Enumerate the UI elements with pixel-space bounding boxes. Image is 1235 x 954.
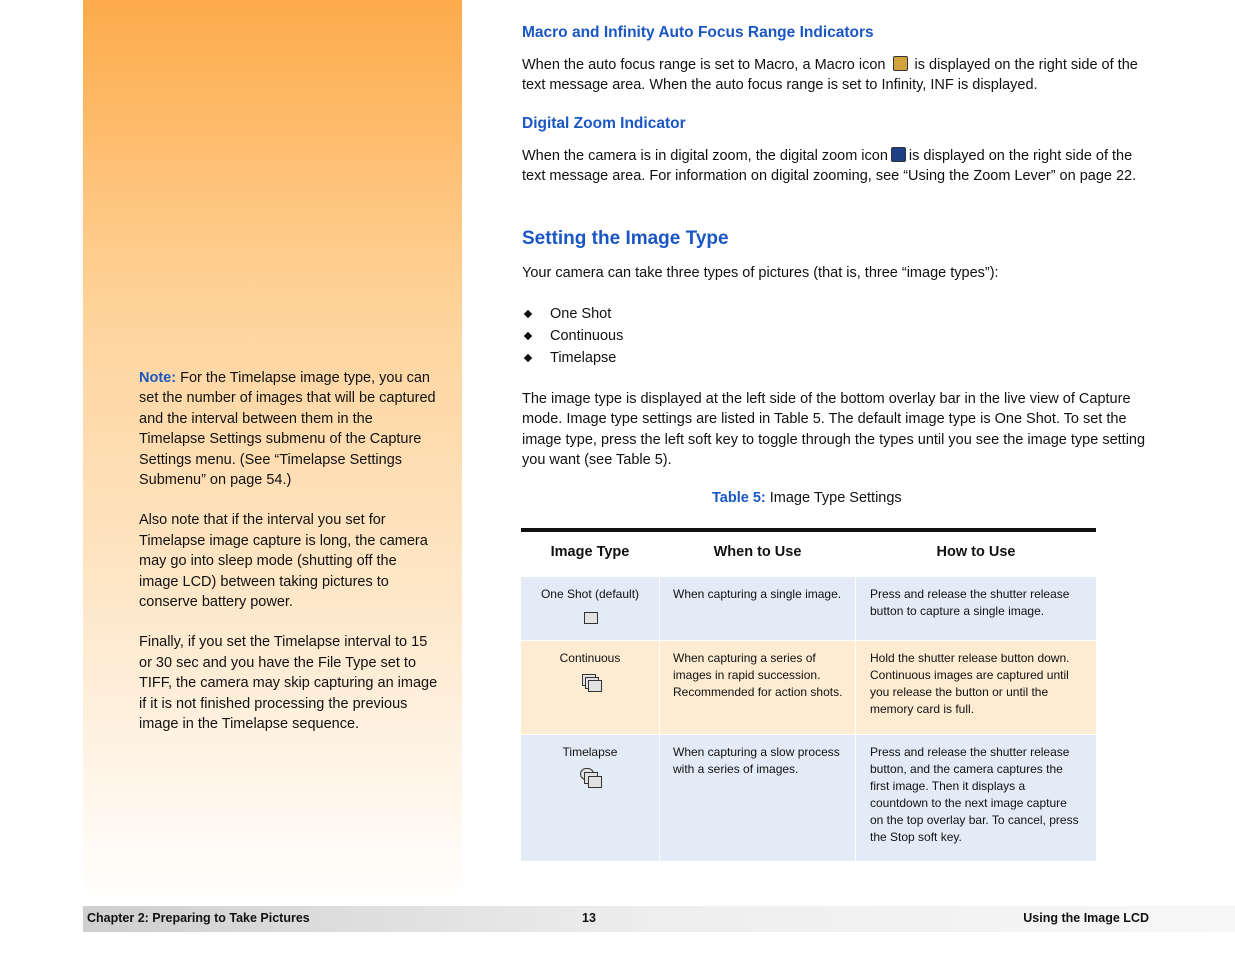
digital-zoom-icon <box>891 147 906 162</box>
bullet-diamond-icon <box>524 354 532 362</box>
header-when-to-use: When to Use <box>713 544 802 560</box>
timelapse-icon <box>579 767 601 787</box>
sidebar-note <box>139 368 439 755</box>
cell-when: When capturing a series of images in rapid succession. Recommended for action shots. <box>660 641 855 734</box>
one-shot-icon <box>581 609 599 625</box>
list-item-label: Timelapse <box>550 350 617 366</box>
cell-when: When capturing a slow process with a series of images. <box>660 735 855 861</box>
note-paragraph-1 <box>139 368 439 490</box>
macro-heading: Macro and Infinity Auto Focus Range Indicators <box>522 24 874 41</box>
cell-image-type-label: Timelapse <box>562 745 618 759</box>
note-paragraph-2: Also note that if the interval you set for Timelapse image capture is long, the camera may go into sleep mode (shutting off the image LCD) between taking pictures to conserve battery power. <box>139 512 428 611</box>
cell-image-type <box>521 641 659 734</box>
table-caption-label: Table 5: <box>712 490 766 506</box>
note-paragraph-3: Finally, if you set the Timelapse interval to 15 or 30 sec and you have the File Type set to TIFF, the camera may skip capturing an image if it is not finished processing the previous image in the Timelapse sequence. <box>139 634 438 733</box>
bullet-diamond-icon <box>524 332 532 340</box>
cell-how: Press and release the shutter release button, and the camera captures the first image. Then it displays a countdown to the next image capture on the top overlay bar. To cancel, press the Stop soft key. <box>856 735 1096 861</box>
footer-page-number: 13 <box>582 911 596 925</box>
zoom-heading: Digital Zoom Indicator <box>522 115 686 132</box>
cell-image-type <box>521 577 659 640</box>
table-row <box>521 640 1096 734</box>
list-item <box>522 303 623 325</box>
cell-image-type <box>521 735 659 861</box>
note-label: Note: <box>139 370 177 386</box>
header-image-type: Image Type <box>550 544 630 560</box>
cell-how: Press and release the shutter release button to capture a single image. <box>856 577 1096 640</box>
footer-chapter: Chapter 2: Preparing to Take Pictures <box>87 911 310 925</box>
footer-section: Using the Image LCD <box>1023 911 1149 925</box>
cell-when: When capturing a single image. <box>660 577 855 640</box>
bullet-diamond-icon <box>524 310 532 318</box>
zoom-text-before: When the camera is in digital zoom, the digital zoom icon <box>522 148 888 164</box>
zoom-text-after: is displayed on the right side of the text message area. For information on digital zooming, see “Using the Zoom Lever” on page 22. <box>522 148 1137 185</box>
cell-how: Hold the shutter release button down. Continuous images are captured until you release the button or until the memory card is full. <box>856 641 1096 734</box>
image-type-table <box>521 528 1096 861</box>
cell-image-type-label: Continuous <box>559 651 621 665</box>
zoom-paragraph <box>522 146 1150 187</box>
table-caption <box>712 490 902 506</box>
table-row <box>521 576 1096 640</box>
continuous-icon <box>581 673 599 689</box>
table-caption-text: Image Type Settings <box>769 490 902 506</box>
note-text-1: For the Timelapse image type, you can set the number of images that will be captured and the interval between them in the Timelapse Settings submenu of the Capture Settings menu. (See “Timelapse Settings Submenu” on page 54.) <box>139 370 436 489</box>
image-type-list <box>522 303 623 369</box>
macro-text-before: When the auto focus range is set to Macro, a Macro icon <box>522 57 886 73</box>
list-item-label: Continuous <box>550 328 624 344</box>
list-item-label: One Shot <box>550 306 612 322</box>
table-header-row <box>521 532 1096 576</box>
cell-image-type-label: One Shot (default) <box>540 587 640 601</box>
body-paragraph: The image type is displayed at the left side of the bottom overlay bar in the live view of Capture mode. Image type settings are listed in Table 5. The default image type is One Shot. To set the image type, press the left soft key to toggle through the types until you see the image type setting you want (see Table 5). <box>522 391 1146 469</box>
section-title: Setting the Image Type <box>522 228 729 249</box>
macro-text-after: is displayed on the right side of the text message area. When the auto focus range is set to Infinity, INF is displayed. <box>522 57 1138 94</box>
intro-paragraph: Your camera can take three types of pictures (that is, three “image types”): <box>522 265 999 281</box>
page-footer <box>83 906 1235 932</box>
table-row <box>521 734 1096 861</box>
macro-icon <box>893 56 908 71</box>
header-how-to-use: How to Use <box>936 544 1016 560</box>
list-item <box>522 325 623 347</box>
macro-paragraph <box>522 55 1150 96</box>
list-item <box>522 347 623 369</box>
